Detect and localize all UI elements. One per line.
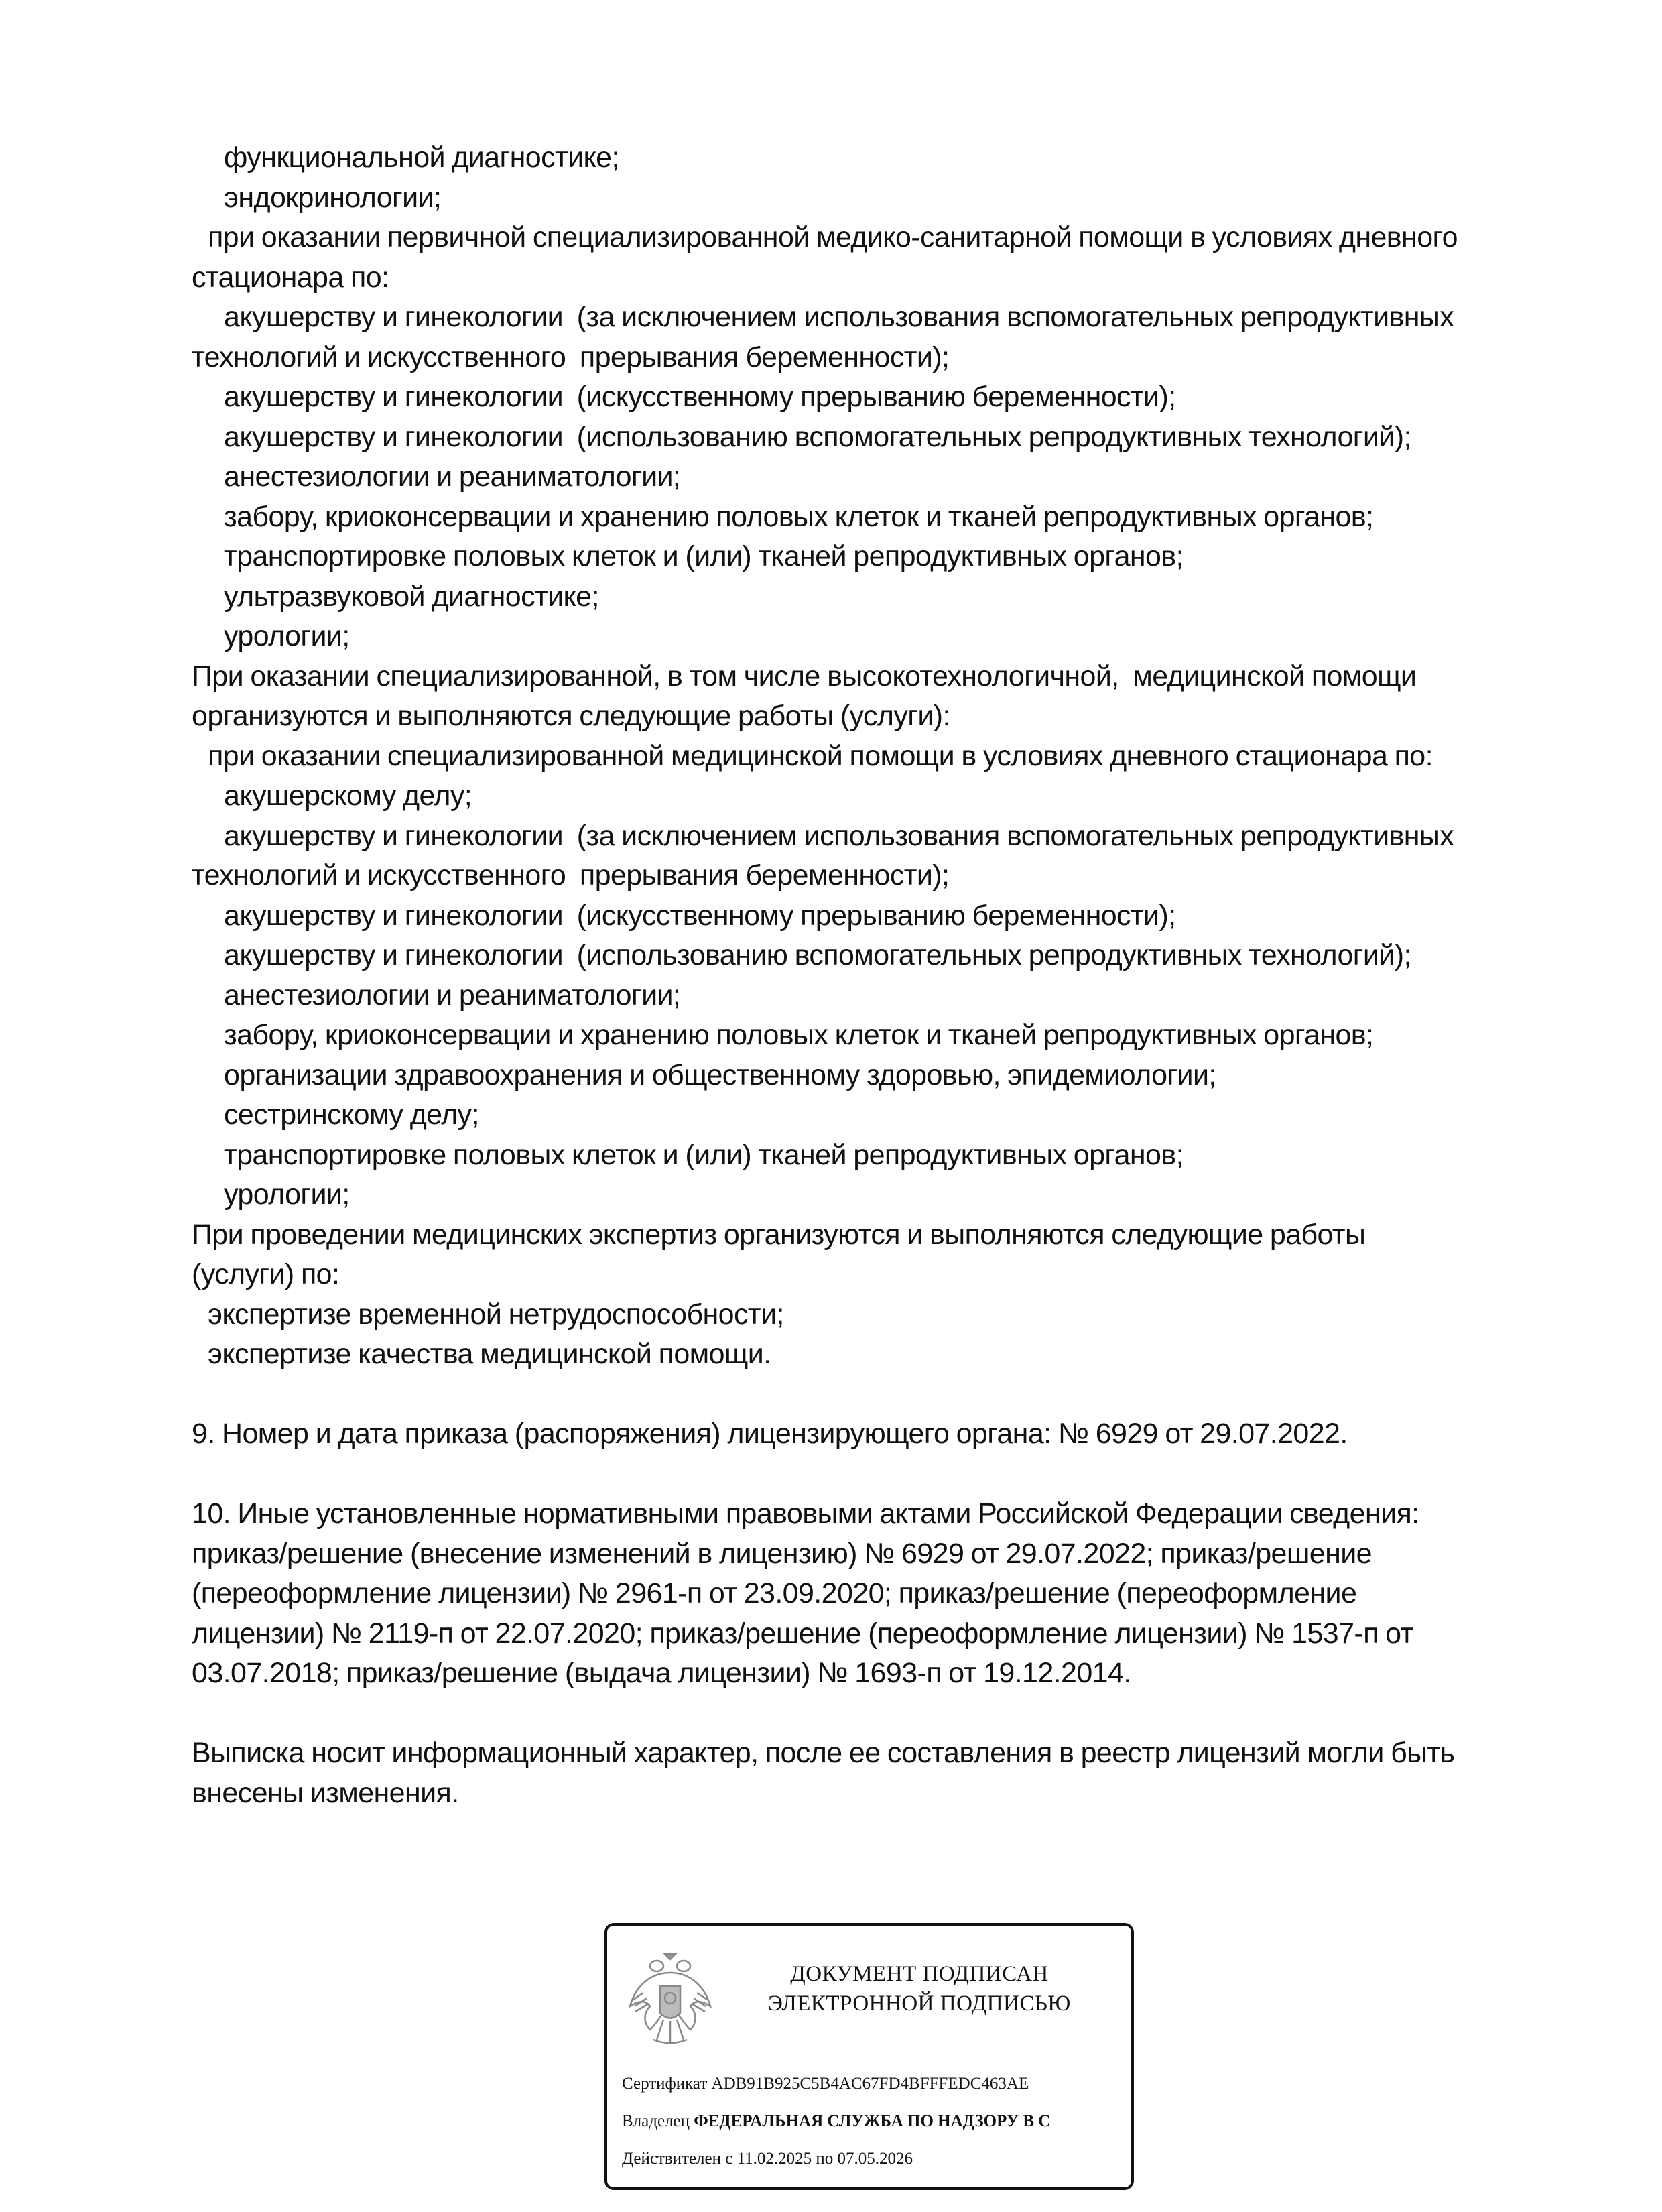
russia-coat-of-arms-icon <box>623 1946 717 2053</box>
list-line: при оказании первичной специализированной медико-санитарной помощи в условиях дневного <box>208 221 1458 253</box>
list-line: При оказании специализированной, в том числе высокотехнологичной, медицинской помощи <box>192 660 1417 692</box>
list-line: забору, криоконсервации и хранению половых клеток и тканей репродуктивных органов; <box>224 500 1374 533</box>
disclaimer-note <box>192 1733 1548 1813</box>
list-line: акушерству и гинекологии (за исключением использования вспомогательных репродуктивных <box>224 301 1454 333</box>
list-line: технологий и искусственного прерывания беременности); <box>192 859 950 892</box>
list-line: урологии; <box>224 620 350 652</box>
stamp-owner-label: Владелец <box>622 2112 690 2130</box>
list-line: анестезиологии и реаниматологии; <box>224 460 681 493</box>
list-line: При проведении медицинских экспертиз организуются и выполняются следующие работы <box>192 1218 1366 1251</box>
item-10-other-info <box>192 1494 1548 1694</box>
note-line: внесены изменения. <box>192 1776 459 1809</box>
item10-line: (переоформление лицензии) № 2961-п от 23.09.2020; приказ/решение (переоформление <box>192 1577 1357 1609</box>
note-line: Выписка носит информационный характер, после ее составления в реестр лицензий могли быть <box>192 1737 1455 1769</box>
list-line: экспертизе временной нетрудоспособности; <box>208 1298 784 1331</box>
item9-line: 9. Номер и дата приказа (распоряжения) лицензирующего органа: № 6929 от 29.07.2022. <box>192 1418 1348 1450</box>
list-line: анестезиологии и реаниматологии; <box>224 979 681 1011</box>
list-line: акушерству и гинекологии (за исключением использования вспомогательных репродуктивных <box>224 819 1454 852</box>
list-line: организуются и выполняются следующие работы (услуги): <box>192 700 950 732</box>
stamp-validity: Действителен с 11.02.2025 по 07.05.2026 <box>622 2150 913 2168</box>
electronic-signature-stamp <box>604 1923 1134 2190</box>
license-services-list <box>192 138 1548 1375</box>
list-line: акушерству и гинекологии (искусственному прерыванию беременности); <box>224 899 1176 932</box>
stamp-owner <box>622 2112 1131 2131</box>
list-line: акушерству и гинекологии (использованию вспомогательных репродуктивных технологий); <box>224 420 1411 453</box>
list-line: экспертизе качества медицинской помощи. <box>208 1338 771 1370</box>
list-line: забору, криоконсервации и хранению половых клеток и тканей репродуктивных органов; <box>224 1019 1374 1051</box>
list-line: транспортировке половых клеток и (или) тканей репродуктивных органов; <box>224 1138 1184 1171</box>
list-line: технологий и искусственного прерывания беременности); <box>192 341 950 373</box>
list-line: при оказании специализированной медицинской помощи в условиях дневного стационара по: <box>208 739 1433 772</box>
item10-line: приказ/решение (внесение изменений в лицензию) № 6929 от 29.07.2022; приказ/решение <box>192 1537 1372 1570</box>
list-line: организации здравоохранения и общественному здоровью, эпидемиологии; <box>224 1058 1216 1091</box>
item-9-order-number <box>192 1414 1548 1455</box>
item10-line: лицензии) № 2119-п от 22.07.2020; приказ/решение (переоформление лицензии) № 1537-п от <box>192 1617 1413 1650</box>
list-line: стационара по: <box>192 261 389 294</box>
document-body <box>192 138 1548 1813</box>
stamp-certificate: Сертификат ADB91B925C5B4AC67FD4BFFFEDC463AE <box>622 2075 1029 2093</box>
list-line: транспортировке половых клеток и (или) тканей репродуктивных органов; <box>224 540 1184 572</box>
list-line: урологии; <box>224 1178 350 1211</box>
list-line: эндокринологии; <box>224 181 442 214</box>
list-line: акушерству и гинекологии (использованию вспомогательных репродуктивных технологий); <box>224 939 1411 971</box>
list-line: функциональной диагностике; <box>224 141 619 174</box>
stamp-title-line-2: ЭЛЕКТРОННОЙ ПОДПИСЬЮ <box>768 1991 1071 2016</box>
list-line: акушерству и гинекологии (искусственному прерыванию беременности); <box>224 381 1176 413</box>
item10-line: 10. Иные установленные нормативными правовыми актами Российской Федерации сведения: <box>192 1497 1419 1530</box>
item10-line: 03.07.2018; приказ/решение (выдача лицензии) № 1693-п от 19.12.2014. <box>192 1657 1131 1689</box>
list-line: акушерскому делу; <box>224 780 472 812</box>
list-line: ультразвуковой диагностике; <box>224 580 599 613</box>
stamp-owner-value: ФЕДЕРАЛЬНАЯ СЛУЖБА ПО НАДЗОРУ В С <box>694 2112 1051 2130</box>
list-line: сестринскому делу; <box>224 1099 479 1131</box>
stamp-title <box>714 1959 1125 2018</box>
stamp-title-line-1: ДОКУМЕНТ ПОДПИСАН <box>790 1962 1049 1986</box>
list-line: (услуги) по: <box>192 1258 340 1290</box>
